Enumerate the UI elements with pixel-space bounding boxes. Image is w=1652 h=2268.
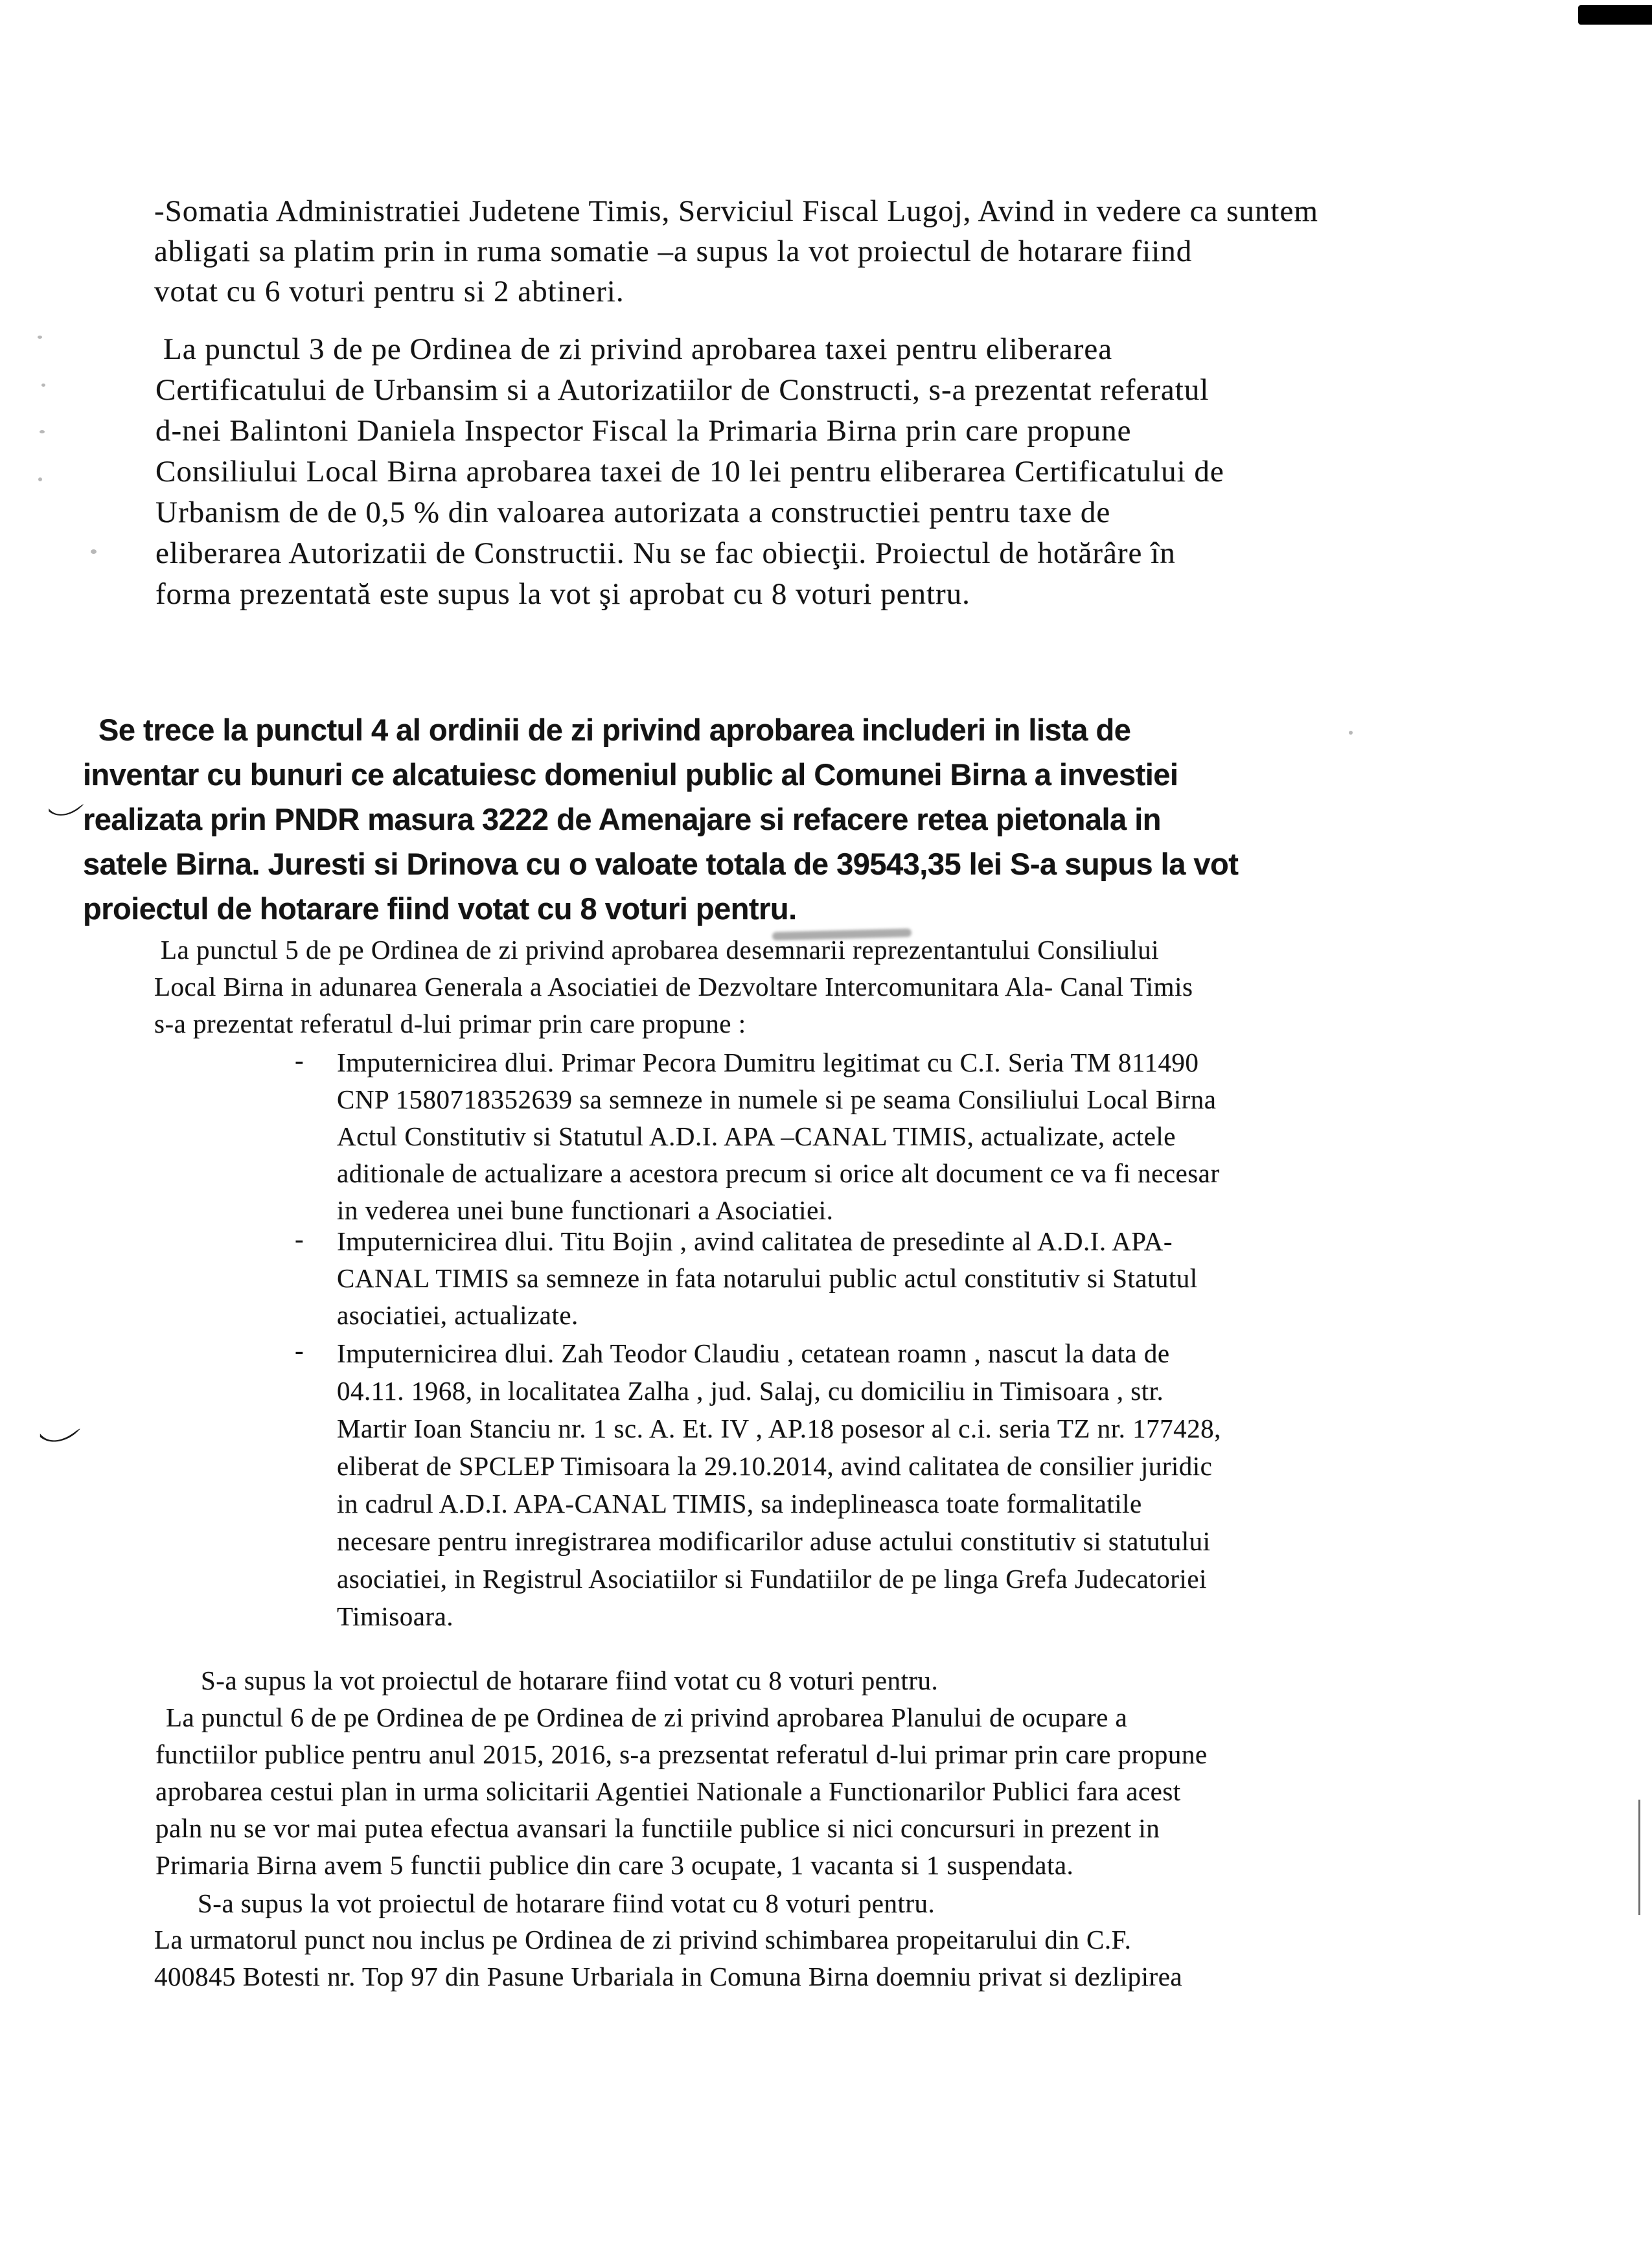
text-line: La punctul 5 de pe Ordinea de zi privind aprobarea desemnarii reprezentantului Consiliului <box>161 935 1159 965</box>
text-line: in cadrul A.D.I. APA-CANAL TIMIS, sa indeplineasca toate formalitatile <box>337 1489 1142 1518</box>
text-line: Primaria Birna avem 5 functii publice din care 3 ocupate, 1 vacanta si 1 suspendata. <box>155 1850 1074 1880</box>
scan-edge-line-icon <box>1638 1800 1640 1915</box>
text-line: 04.11. 1968, in localitatea Zalha , jud. Salaj, cu domiciliu in Timisoara , str. <box>337 1376 1164 1406</box>
paragraph-p6 <box>155 1699 1208 1884</box>
text-line: Se trece la punctul 4 al ordinii de zi privind aprobarea includeri in lista de <box>98 713 1131 747</box>
text-line: eliberat de SPCLEP Timisoara la 29.10.2014, avind calitatea de consilier juridic <box>337 1451 1213 1481</box>
paragraph-p4 <box>154 932 1193 1042</box>
text-line: satele Birna. Juresti si Drinova cu o valoate totala de 39543,35 lei S-a supus la vot <box>83 847 1239 881</box>
handwritten-tick-icon <box>38 1419 87 1449</box>
text-line: votat cu 6 voturi pentru si 2 abtineri. <box>154 275 625 308</box>
paragraph-p8 <box>154 1921 1182 1995</box>
paragraph-p2 <box>155 329 1224 615</box>
text-line: necesare pentru inregistrarea modificarilor aduse actului constitutiv si statutului <box>337 1526 1211 1556</box>
text-line: d-nei Balintoni Daniela Inspector Fiscal la Primaria Birna prin care propune <box>155 414 1132 448</box>
paragraph-p5 <box>201 1662 938 1699</box>
paragraph-b1 <box>295 1044 1220 1229</box>
paragraph-p3 <box>83 707 1238 931</box>
text-line: 400845 Botesti nr. Top 97 din Pasune Urbariala in Comuna Birna doemniu privat si dezlipirea <box>154 1962 1183 1991</box>
text-line: Local Birna in adunarea Generala a Asociatiei de Dezvoltare Intercomunitara Ala- Canal Timis <box>154 972 1193 1002</box>
scan-corner-bar-icon <box>1578 5 1652 25</box>
bullet-dash: - <box>295 1335 304 1365</box>
text-line: -Somatia Administratiei Judetene Timis, Serviciul Fiscal Lugoj, Avind in vedere ca suntem <box>154 194 1318 228</box>
text-line: asociatiei, actualizate. <box>337 1300 579 1330</box>
text-line: s-a prezentat referatul d-lui primar prin care propune : <box>154 1009 746 1038</box>
text-line: inventar cu bunuri ce alcatuiesc domeniul public al Comunei Birna a investiei <box>83 757 1178 792</box>
text-line: asociatiei, in Registrul Asociatiilor si Fundatiilor de pe linga Grefa Judecatoriei <box>337 1564 1207 1594</box>
text-line: Imputernicirea dlui. Primar Pecora Dumitru legitimat cu C.I. Seria TM 811490 <box>337 1048 1199 1077</box>
text-line: proiectul de hotarare fiind votat cu 8 voturi pentru. <box>83 891 797 926</box>
text-line: S-a supus la vot proiectul de hotarare fiind votat cu 8 voturi pentru. <box>201 1666 939 1695</box>
paragraph-p1 <box>154 191 1318 312</box>
text-line: aprobarea cestui plan in urma solicitarii Agentiei Nationale a Functionarilor Publici fara acest <box>155 1776 1181 1806</box>
text-line: La punctul 3 de pe Ordinea de zi privind aprobarea taxei pentru eliberarea <box>163 332 1113 366</box>
bullet-dash: - <box>295 1045 304 1075</box>
text-line: CANAL TIMIS sa semneze in fata notarului public actul constitutiv si Statutul <box>337 1263 1198 1293</box>
paragraph-b3 <box>295 1334 1221 1635</box>
text-line: Urbanism de de 0,5 % din valoarea autorizata a constructiei pentru taxe de <box>155 496 1111 529</box>
text-line: Imputernicirea dlui. Zah Teodor Claudiu , cetatean roamn , nascut la data de <box>337 1338 1170 1368</box>
paragraph-b2 <box>295 1223 1198 1334</box>
text-line: La punctul 6 de pe Ordinea de pe Ordinea de zi privind aprobarea Planului de ocupare a <box>166 1702 1128 1732</box>
text-line: S-a supus la vot proiectul de hotarare fiind votat cu 8 voturi pentru. <box>198 1888 935 1918</box>
text-line: Timisoara. <box>337 1601 454 1631</box>
text-line: Certificatului de Urbansim si a Autorizatiilor de Constructi, s-a prezentat referatul <box>155 373 1210 407</box>
text-line: Consiliului Local Birna aprobarea taxei de 10 lei pentru eliberarea Certificatului de <box>155 455 1224 488</box>
text-line: aditionale de actualizare a acestora precum si orice alt document ce va fi necesar <box>337 1158 1220 1188</box>
text-line: in vederea unei bune functionari a Asociatiei. <box>337 1195 834 1225</box>
bullet-dash: - <box>295 1224 304 1254</box>
text-line: Imputernicirea dlui. Titu Bojin , avind calitatea de presedinte al A.D.I. APA- <box>337 1226 1173 1256</box>
text-line: Actul Constitutiv si Statutul A.D.I. APA –CANAL TIMIS, actualizate, actele <box>337 1121 1176 1151</box>
text-line: La urmatorul punct nou inclus pe Ordinea de zi privind schimbarea propeitarului din C.F. <box>154 1925 1132 1954</box>
text-line: eliberarea Autorizatii de Constructii. Nu se fac obiecţii. Proiectul de hotărâre în <box>155 536 1176 570</box>
text-line: functiilor publice pentru anul 2015, 2016, s-a prezsentat referatul d-lui primar prin care propune <box>155 1739 1208 1769</box>
text-line: abligati sa platim prin in ruma somatie –a supus la vot proiectul de hotarare fiind <box>154 235 1193 268</box>
text-line: Martir Ioan Stanciu nr. 1 sc. A. Et. IV , AP.18 posesor al c.i. seria TZ nr. 177428, <box>337 1414 1221 1443</box>
paragraph-p7 <box>198 1885 935 1922</box>
text-line: forma prezentată este supus la vot şi aprobat cu 8 voturi pentru. <box>155 577 970 611</box>
text-line: realizata prin PNDR masura 3222 de Amenajare si refacere retea pietonala in <box>83 802 1161 836</box>
text-line: paln nu se vor mai putea efectua avansari la functiile publice si nici concursuri in prezent in <box>155 1813 1160 1843</box>
text-line: CNP 1580718352639 sa semneze in numele si pe seama Consiliului Local Birna <box>337 1084 1217 1114</box>
